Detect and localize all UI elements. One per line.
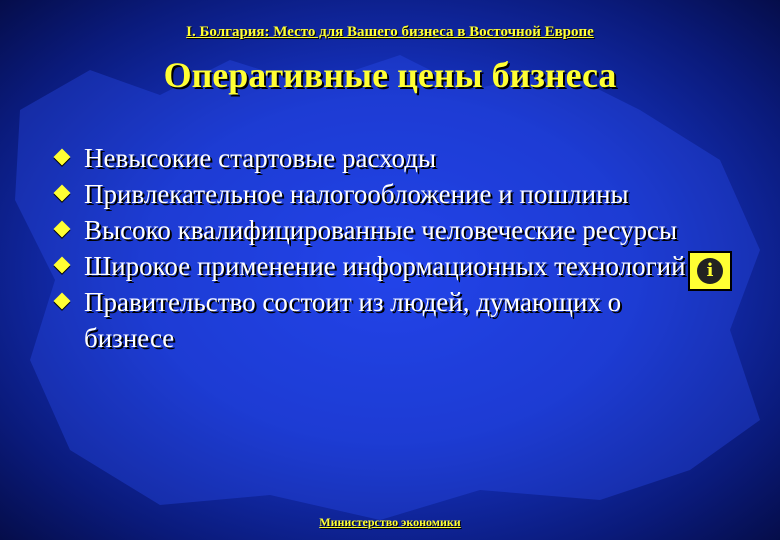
bullet-list — [50, 140, 710, 356]
list-item-text: Широкое применение информационных технологий — [84, 251, 686, 281]
diamond-bullet-icon — [54, 221, 71, 238]
list-item-text: Привлекательное налогообложение и пошлины — [84, 179, 629, 209]
list-item-text: Правительство состоит из людей, думающих о бизнесе — [84, 287, 622, 353]
header-title: I. Болгария: Место для Вашего бизнеса в Восточной Европе — [186, 24, 594, 40]
list-item-text: Невысокие стартовые расходы — [84, 143, 437, 173]
list-item — [50, 212, 710, 248]
list-item — [50, 284, 710, 356]
diamond-bullet-icon — [54, 149, 71, 166]
list-item — [50, 140, 710, 176]
info-glyph: i — [706, 260, 714, 281]
list-item — [50, 248, 710, 284]
diamond-bullet-icon — [54, 185, 71, 202]
diamond-bullet-icon — [54, 257, 71, 274]
info-button[interactable] — [688, 251, 732, 291]
list-item-text: Высоко квалифицированные человеческие ресурсы — [84, 215, 678, 245]
page-title: Оперативные цены бизнеса — [163, 55, 617, 95]
list-item — [50, 176, 710, 212]
footer-text: Министерство экономики — [319, 515, 461, 529]
diamond-bullet-icon — [54, 293, 71, 310]
info-icon — [697, 258, 723, 284]
